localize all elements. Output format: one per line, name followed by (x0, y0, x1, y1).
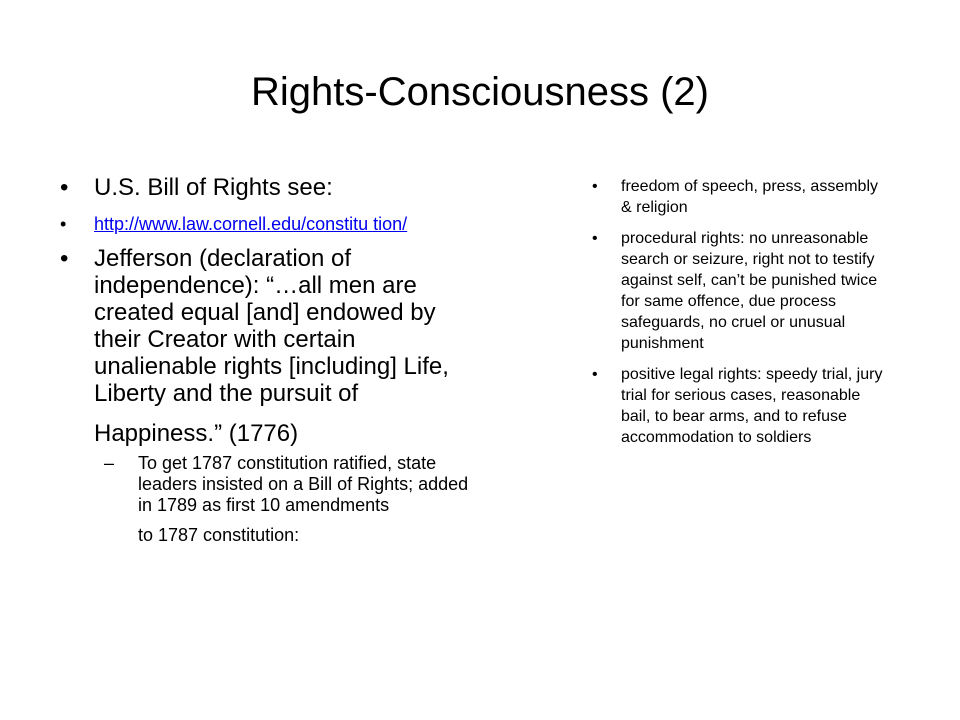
bullet-icon: • (60, 214, 67, 234)
bullet-icon: • (60, 174, 69, 201)
jefferson-quote-tail: Happiness.” (1776) (94, 420, 299, 447)
rights-list-item (592, 364, 892, 448)
bullet-icon: • (592, 230, 598, 247)
rights-list-item-text: freedom of speech, press, assembly & religion (621, 178, 879, 216)
constitution-subitem-tail: to 1787 constitution: (138, 525, 300, 545)
cornell-link-item (60, 213, 470, 235)
cornell-constitution-link[interactable]: http://www.law.cornell.edu/constitu tion/ (94, 214, 408, 234)
constitution-subitem-text: To get 1787 constitution ratified, state leaders insisted on a Bill of Rights; added in 1789 as first 10 amendments (138, 453, 469, 515)
rights-list-item (592, 176, 892, 218)
jefferson-quote-text: Jefferson (declaration of independence): “…all men are created equal [and] endowed by their Creator with certain unalienable rights [including] Life, Liberty and the pursuit of (94, 245, 449, 407)
slide-title: Rights-Consciousness (2) (251, 70, 709, 114)
bill-of-rights-text: U.S. Bill of Rights see: (94, 174, 333, 201)
right-column (592, 176, 892, 448)
bullet-icon: • (60, 245, 69, 272)
jefferson-item (60, 245, 470, 447)
constitution-subitem (104, 453, 470, 546)
left-column (60, 174, 470, 546)
bill-of-rights-item (60, 174, 470, 201)
bullet-icon: • (592, 366, 598, 383)
rights-list-item-text: positive legal rights: speedy trial, jury trial for serious cases, reasonable bail, to bear arms, and to refuse accommodation to soldiers (621, 366, 883, 446)
dash-icon: – (104, 453, 115, 473)
rights-list-item-text: procedural rights: no unreasonable search or seizure, right not to testify against self, can’t be punished twice for same offence, due process safeguards, no cruel or unusual punishment (621, 230, 878, 352)
rights-list-item (592, 228, 892, 354)
bullet-icon: • (592, 178, 598, 195)
